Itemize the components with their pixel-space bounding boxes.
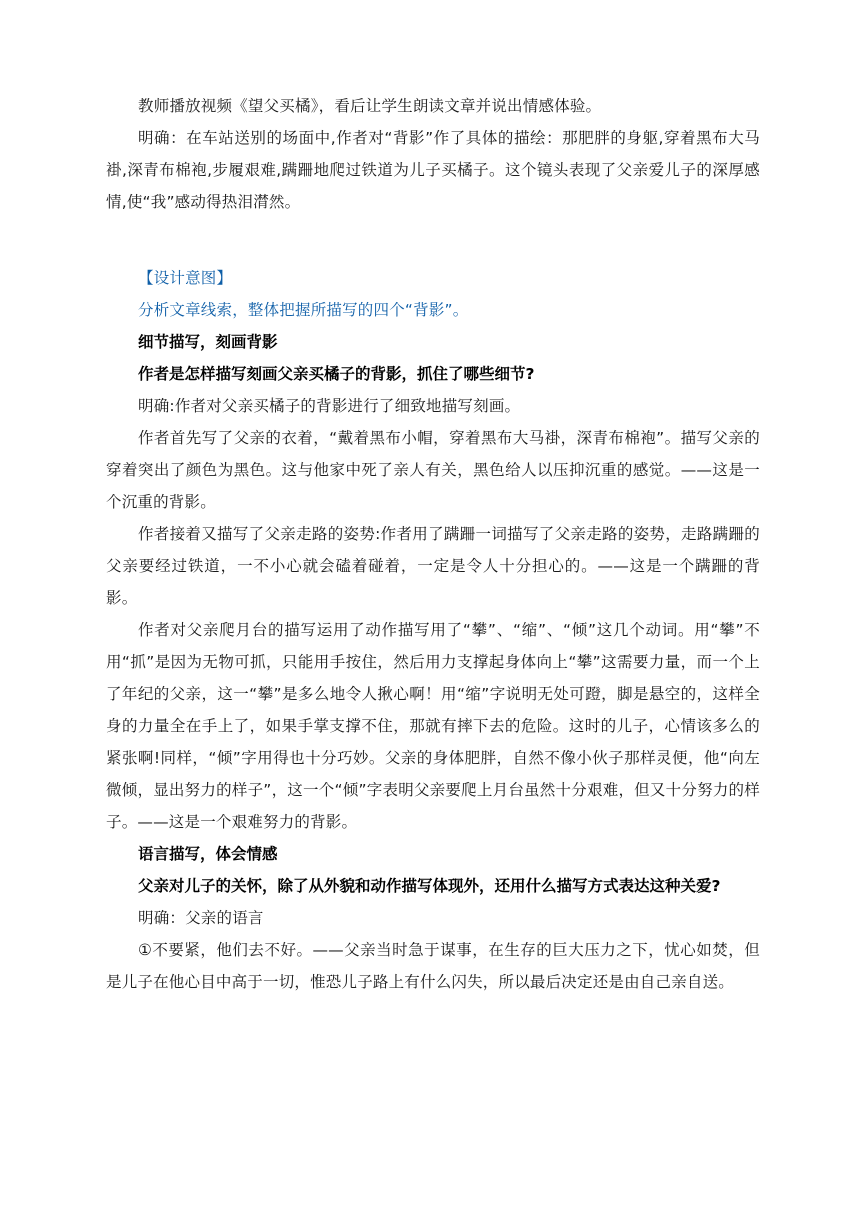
spacer [106,218,760,262]
paragraph-walking: 作者接着又描写了父亲走路的姿势:作者用了蹒跚一词描写了父亲走路的姿势，走路蹒跚的父亲要经过铁道，一不小心就会磕着碰着，一定是令人十分担心的。——这是一个蹒跚的背影。 [106,525,760,607]
section-question-detail: 作者是怎样描写刻画父亲买橘子的背影，抓住了哪些细节? [138,365,535,383]
paragraph-video: 教师播放视频《望父买橘》，看后让学生朗读文章并说出情感体验。 [138,97,602,115]
paragraph-clothing: 作者首先写了父亲的衣着，“戴着黑布小帽，穿着黑布大马褂，深青布棉袍”。描写父亲的穿着突出了颜色为黑色。这与他家中死了亲人有关，黑色给人以压抑沉重的感觉。——这是一个沉重的背影。 [106,429,760,511]
paragraph-quote-1: ①不要紧，他们去不好。——父亲当时急于谋事，在生存的巨大压力之下，忧心如焚，但是儿子在他心目中高于一切，惟恐儿子路上有什么闪失，所以最后决定还是由自己亲自送。 [106,941,760,991]
paragraph-climbing: 作者对父亲爬月台的描写运用了动作描写用了“攀”、“缩”、“倾”这几个动词。用“攀”不用“抓”是因为无物可抓，只能用手按住，然后用力支撑起身体向上“攀”这需要力量，而一个上了年纪的父亲，这一“攀”是多么地令人揪心啊！用“缩”字说明无处可蹬，脚是悬空的，这样全身的力量全在手上了，如果手掌支撑不住，那就有摔下去的危险。这时的儿子，心情该多么的紧张啊!同样，“倾”字用得也十分巧妙。父亲的身体肥胖，自然不像小伙子那样灵便，他“向左微倾，显出努力的样子”，这一个“倾”字表明父亲要爬上月台虽然十分艰难，但又十分努力的样子。——这是一个艰难努力的背影。 [106,621,760,831]
paragraph-station-scene: 明确：在车站送别的场面中,作者对“背影”作了具体的描绘：那肥胖的身躯,穿着黑布大马褂,深青布棉袍,步履艰难,蹒跚地爬过铁道为儿子买橘子。这个镜头表现了父亲爱儿子的深厚感情,使“我”感动得热泪潸然。 [106,129,760,211]
design-intent-title: 【设计意图】 [138,269,233,287]
paragraph-answer-2: 明确：父亲的语言 [138,909,264,927]
design-intent-text: 分析文章线索，整体把握所描写的四个“背影”。 [138,301,469,319]
section-question-language: 父亲对儿子的关怀，除了从外貌和动作描写体现外，还用什么描写方式表达这种关爱? [138,877,721,895]
section-heading-detail: 细节描写，刻画背影 [138,333,278,351]
paragraph-answer-1: 明确:作者对父亲买橘子的背影进行了细致地描写刻画。 [138,397,521,415]
section-heading-language: 语言描写，体会情感 [138,845,278,863]
